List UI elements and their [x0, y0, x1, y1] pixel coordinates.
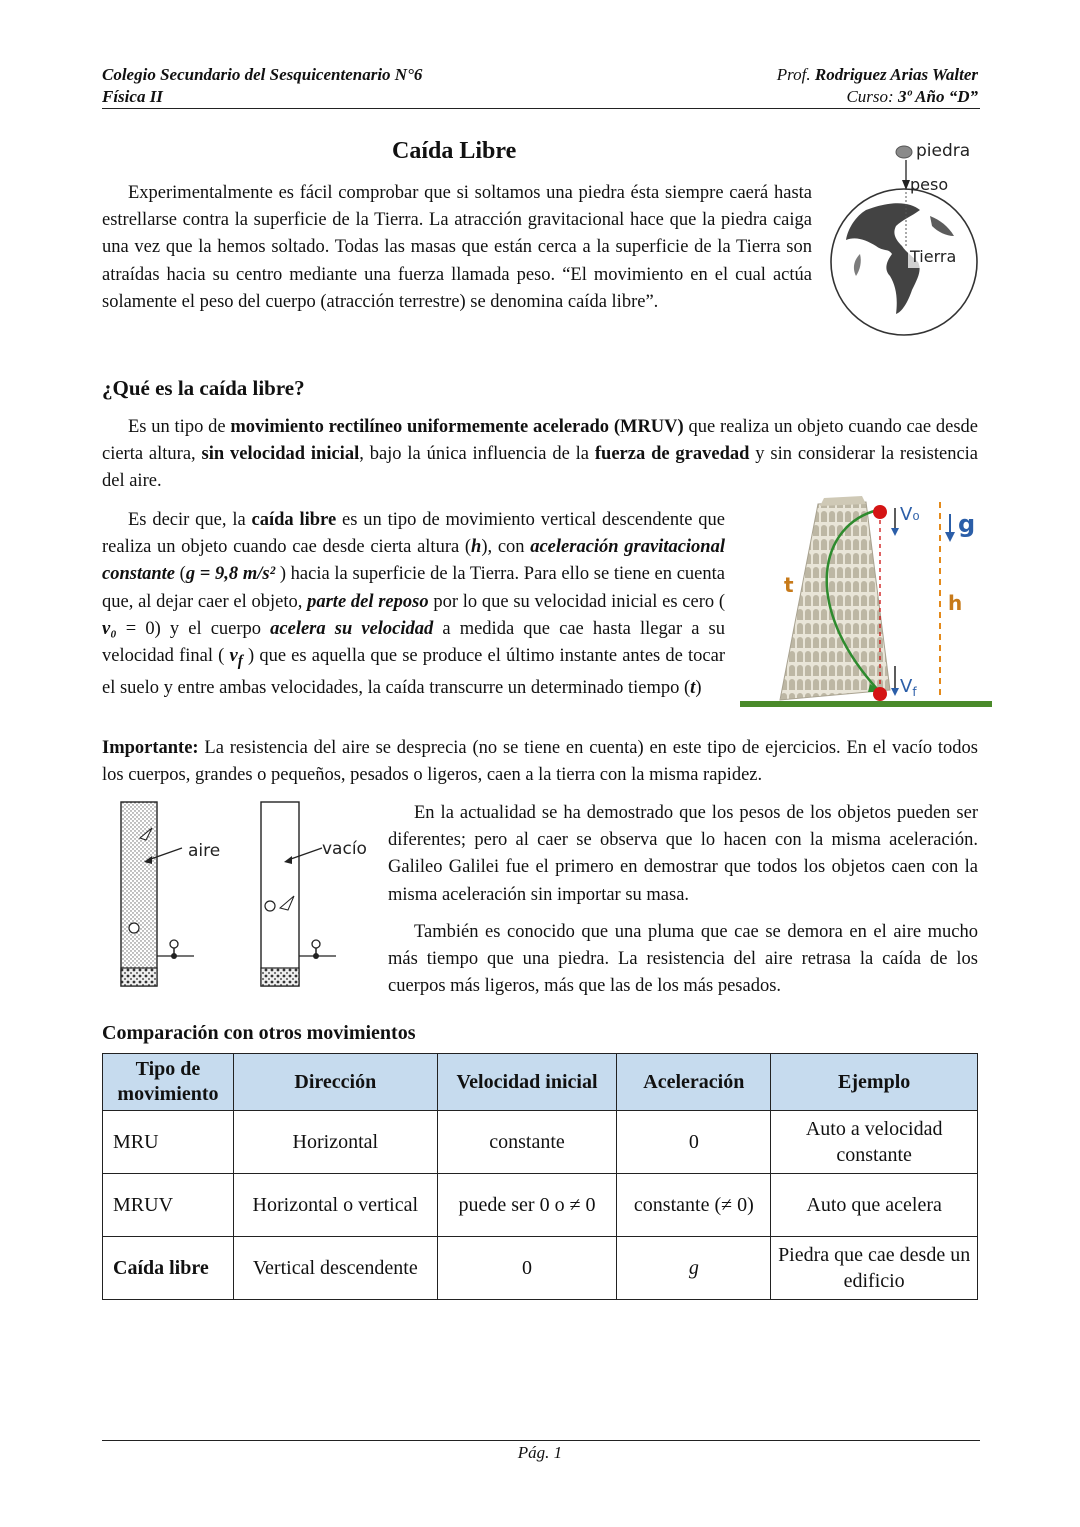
earth-label-weight: peso [910, 175, 949, 194]
important-text: La resistencia del aire se desprecia (no se tiene en cuenta) en este tipo de ejercicios. En el vacío todos los cuerpos, grandes o pequeños, pesados o ligeros, caen a la tierra con la misma rapidez. [102, 738, 978, 786]
tube-label-vacuum: vacío [322, 839, 367, 859]
earth-label-earth: Tierra [910, 247, 957, 266]
table-header-row [103, 1054, 978, 1111]
table-row [103, 1237, 978, 1300]
tower-label-vf: V [900, 676, 913, 697]
important-label: Importante: [102, 738, 199, 758]
table-cell: Horizontal [233, 1111, 437, 1174]
tower-label-h: h [948, 591, 963, 615]
table-cell: Horizontal o vertical [233, 1174, 437, 1237]
bold-term-constant-acceleration: aceleración gravitacional constante [102, 537, 725, 585]
free-fall-explanation [102, 507, 725, 702]
table-cell: 0 [437, 1237, 617, 1300]
text-run: ) hacia la superficie de la Tierra. Para ello se tiene en cuenta que, al dejar caer el objeto, [102, 564, 725, 612]
tower-label-g: g [958, 510, 976, 538]
page-title: Caída Libre [392, 138, 517, 164]
text-run: que realiza un objeto cuando cae desde cierta altura, [102, 417, 978, 465]
symbol-h: h [471, 537, 482, 558]
footer-rule [102, 1440, 980, 1441]
table-cell: Auto a velocidad constante [771, 1111, 978, 1174]
column-header: Tipo de movimiento [103, 1054, 234, 1111]
table-cell: constante [437, 1111, 617, 1174]
tower-label-t: t [784, 573, 794, 597]
text-run: y sin considerar la resistencia del aire. [102, 444, 979, 492]
subject-name: Física II [102, 87, 163, 106]
course-value: 3º Año “D” [897, 87, 978, 106]
text-run: ) [695, 677, 702, 698]
important-note [102, 735, 978, 789]
gravity-value: g = 9,8 m/s² [185, 564, 276, 585]
table-cell: Caída libre [103, 1237, 234, 1300]
column-header: Aceleración [617, 1054, 771, 1111]
column-header: Ejemplo [771, 1054, 978, 1111]
bold-term-rest: parte del reposo [307, 591, 429, 612]
column-header: Velocidad inicial [437, 1054, 617, 1111]
symbol-t: t [690, 677, 696, 698]
definition-paragraph [102, 414, 978, 496]
table-cell: g [617, 1237, 771, 1300]
text-run: Es un tipo de [128, 417, 231, 437]
text-run: ) que es aquella que se produce el último instante antes de tocar el suelo y entre ambas velocidades, la caída transcurre un determinado tiempo ( [102, 646, 725, 698]
teacher-prefix: Prof. [776, 65, 811, 84]
table-cell: MRU [103, 1111, 234, 1174]
galileo-paragraphs [388, 800, 978, 1000]
text-run: ), con [481, 537, 531, 558]
header-left [102, 64, 422, 108]
symbol-v0: v₀ [102, 618, 117, 639]
comparison-heading: Comparación con otros movimientos [102, 1022, 416, 1044]
table-cell: 0 [617, 1111, 771, 1174]
bold-term-gravity: fuerza de gravedad [594, 444, 750, 465]
table-cell: Piedra que cae desde un edificio [771, 1237, 978, 1300]
tower-figure [740, 494, 992, 710]
header-right [777, 64, 978, 108]
text-run: es un tipo de movimiento vertical descendente que realiza un objeto cuando cae desde cierta altura ( [102, 510, 725, 558]
table-row [103, 1111, 978, 1174]
bold-term-mruv: movimiento rectilíneo uniformemente acelerado (MRUV) [230, 417, 684, 437]
section-heading-what-is: ¿Qué es la caída libre? [102, 376, 305, 400]
text-run: ( [174, 564, 186, 585]
comparison-table [102, 1053, 978, 1300]
table-cell: MRUV [103, 1174, 234, 1237]
earth-figure [826, 136, 986, 342]
bold-term-accelerates: acelera su velocidad [270, 618, 434, 639]
symbol-vf-subscript: f [237, 652, 243, 670]
school-name: Colegio Secundario del Sesquicentenario N°6 [102, 65, 423, 84]
table-row [103, 1174, 978, 1237]
svg-text:Vf [900, 676, 917, 699]
intro-text: Experimentalmente es fácil comprobar que si soltamos una piedra ésta siempre caerá hasta estrellarse contra la superficie de la Tierra. La atracción gravitacional hace que la piedra caiga una vez que la hemos soltado. Todas las masas que están cerca a la superficie de la Tierra son atraídas hacia su centro mediante una fuerza llamada peso. “El movimiento en el cual actúa solamente el peso del cuerpo (atracción terrestre) se denomina caída libre”. [102, 183, 812, 312]
table-cell: constante (≠ 0) [617, 1174, 771, 1237]
text-run: por lo que su velocidad inicial es cero ( [428, 591, 726, 612]
table-cell: Vertical descendente [233, 1237, 437, 1300]
bold-term-free-fall: caída libre [251, 510, 337, 530]
tower-label-vf-subscript: f [912, 685, 917, 699]
teacher-name: Rodriguez Arias Walter [814, 65, 978, 84]
table-cell: puede ser 0 o ≠ 0 [437, 1174, 617, 1237]
feather-text: También es conocido que una pluma que cae se demora en el aire mucho más tiempo que una piedra. La resistencia del aire retrasa la caída de los cuerpos más ligeros, más que las de los más pesados. [388, 921, 978, 997]
symbol-vf: v [229, 646, 238, 667]
header-rule [102, 108, 980, 109]
intro-paragraph [102, 180, 812, 316]
page-number: Pág. 1 [517, 1443, 563, 1462]
tube-label-air: aire [188, 841, 221, 861]
bold-term-no-initial-velocity: sin velocidad inicial [201, 444, 360, 465]
text-run: Es decir que, la [128, 510, 252, 530]
text-run: a medida que cae hasta llegar a su velocidad final ( [102, 618, 725, 667]
tubes-figure [108, 800, 376, 992]
text-run: = 0) y el cuerpo [116, 618, 271, 639]
table-cell: Auto que acelera [771, 1174, 978, 1237]
earth-label-stone: piedra [916, 141, 971, 161]
text-run: , bajo la única influencia de la [359, 444, 595, 465]
course-prefix: Curso: [846, 87, 894, 106]
column-header: Dirección [233, 1054, 437, 1111]
galileo-text: En la actualidad se ha demostrado que los pesos de los objetos pueden ser diferentes; pero al caer se observa que lo hacen con la misma aceleración. Galileo Galilei fue el primero en demostrar que todos los objetos caen con la misma aceleración sin importar su masa. [388, 803, 978, 905]
tower-label-v0: V₀ [900, 504, 920, 525]
